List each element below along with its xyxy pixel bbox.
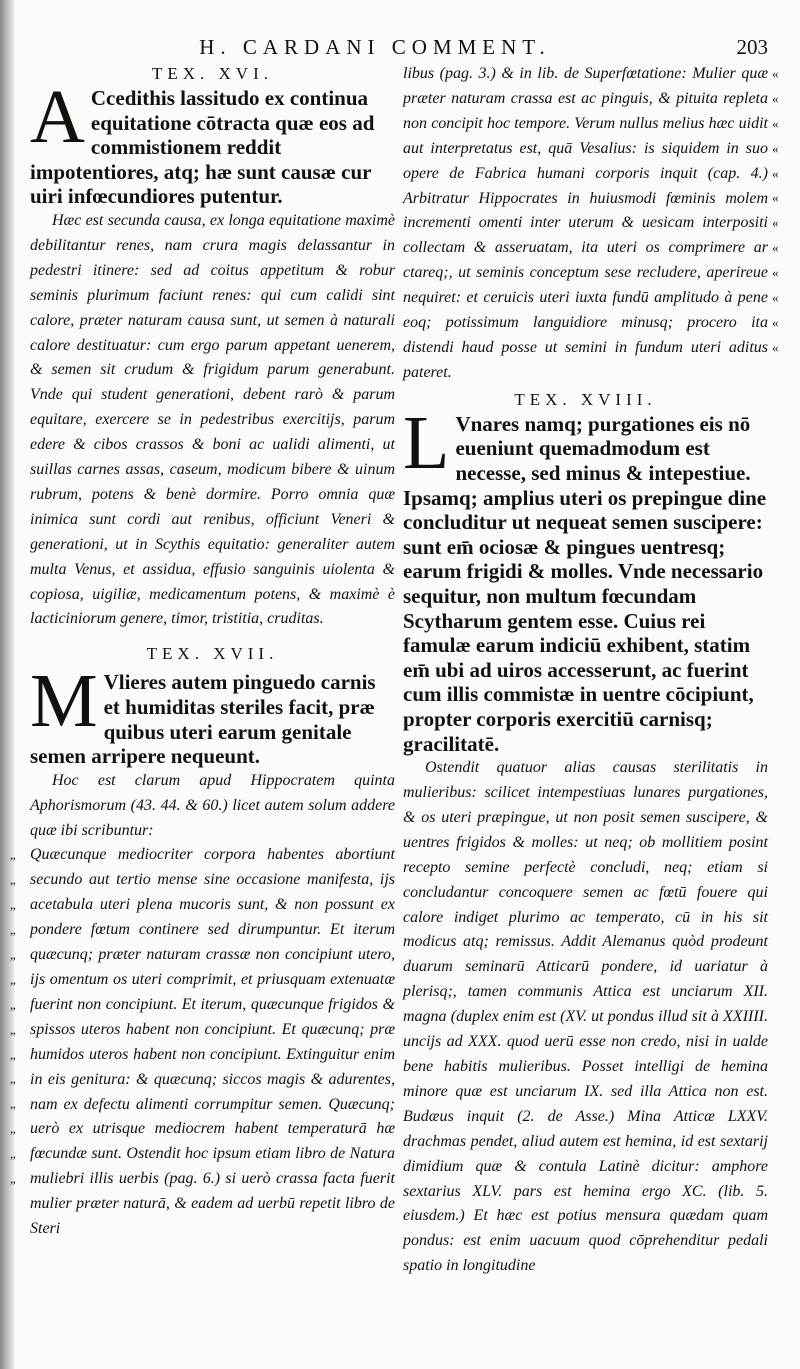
quotation-mark: «	[772, 314, 779, 330]
quotation-mark: „	[10, 947, 16, 963]
quotation-marks-margin	[10, 843, 28, 1191]
quotation-mark: «	[772, 90, 779, 106]
quotation-mark: „	[10, 1021, 16, 1037]
commentary-tex-xvii-quote: Quæcunque mediocriter corpora habentes abortiunt secundo aut tertio mense sine occasione manifesta, ijs acetabula uteri plena mucoris sunt, & non possunt ex pondere fœtum continere sed dirumpuntur. Et iterum quæcunq; præter naturam crassæ non concipiunt utero, ijs omentum os uteri comprimit, et priusquam extenuatæ fuerint non concipiunt. Et iterum, quæcunque frigidos & spissos uteros habent non concipiunt. Et quæcunq; præ humidos uteros habent non concipiunt. Extinguitur enim in eis genitura: & quæcunq; siccos magis & adurentes, nam ex defectu alimenti corrumpitur semen. Quæcunq; uerò ex utrisque mediocrem habent temperaturā hæ fœcundæ sunt. Ostendit hoc ipsum etiam libro de Natura muliebri illis uerbis (pag. 6.) si uerò crassa facta fuerit mulier præter naturā, & eadem ad uerbū repetit libro de Steri	[30, 846, 395, 1238]
quotation-mark: „	[10, 897, 16, 913]
quotation-mark: „	[10, 971, 16, 987]
quotation-mark: «	[772, 140, 779, 156]
quotation-marks-margin	[772, 62, 790, 361]
quotation-mark: «	[772, 240, 779, 256]
quotation-mark: «	[772, 165, 779, 181]
main-text-tex-xviii	[403, 400, 768, 756]
section-heading-tex-xvi: TEX. XVI.	[151, 64, 273, 83]
drop-cap: A	[30, 75, 85, 159]
drop-cap: M	[30, 659, 98, 744]
quotation-mark: „	[10, 922, 16, 938]
quotation-mark: «	[772, 265, 779, 281]
quoted-passage	[10, 843, 395, 1242]
quotation-mark: «	[772, 215, 779, 231]
continued-commentary: libus (pag. 3.) & in lib. de Superfœtatione: Mulier quæ præter naturam crassa est ac pinguis, & pituita repleta non concipit hoc tempore. Verum nullus melius hæc uidit aut interpretatus est, quā Vesalius: is siquidem in suo opere de Fabrica humani corporis inquit (cap. 4.) Arbitratur Hippocrates in huiusmodi fœminis molem incrementi omenti inter uterum & uesicam interpositi collectam & asseruatam, ita uteri os comprimere ar ctareq;, ut seminis conceptum sese recludere, aperireue nequiret: et ceruicis uteri iuxta fundū amplitudo à pene eoq; potissimum languidiore minusq; procero ita distendi haud posse ut semini in fundum uteri aditus pateret.	[403, 65, 768, 381]
quotation-mark: «	[772, 339, 779, 355]
quotation-mark: „	[10, 1171, 16, 1187]
quotation-mark: „	[10, 1146, 16, 1162]
quotation-mark: «	[772, 115, 779, 131]
main-text-tex-xvi	[30, 75, 395, 209]
drop-cap: L	[403, 400, 450, 485]
main-text-body: Ccedithis lassitudo ex continua equitatione cōtracta quæ eos ad commistionem reddit impotentiores, atq; hæ sunt causæ cur uiri infœcundiores putentur.	[30, 86, 375, 209]
quotation-mark: „	[10, 1121, 16, 1137]
running-header: H. CARDANI COMMENT.	[199, 35, 551, 59]
main-text-body: Vlieres autem pinguedo carnis et humiditas steriles facit, præ quibus uteri earum genitale semen arripere nequeunt.	[30, 670, 376, 769]
page-number: 203	[736, 35, 768, 59]
quotation-mark: „	[10, 847, 16, 863]
main-text-tex-xvii	[30, 659, 395, 769]
quotation-mark: «	[772, 290, 779, 306]
quoted-passage	[403, 62, 779, 386]
quotation-mark: „	[10, 1096, 16, 1112]
main-text-body: Vnares namq; purgationes eis nō eueniunt quemadmodum est necesse, sed minus & intepestiue. Ipsamq; amplius uteri os prepingue dine concluditur ut nequeat semen suscipere: sunt em̄ ociosæ & pingues uentresq; earum frigidi & molles. Vnde necessario sequitur, non multum fœcundam Scytharum gentem esse. Cuius rei famulæ earum indiciū exhibent, statim em̄ ubi ad uiros accesserunt, ac fuerint cum illis commistæ in uentre cōcipiunt, propter corporis exercitiū carnisq; gracilitatē.	[403, 411, 767, 756]
right-column	[403, 62, 779, 1279]
commentary-tex-xvii-lead: Hoc est clarum apud Hippocratem quinta Aphorismorum (43. 44. & 60.) licet autem solum addere quæ ibi scribuntur:	[30, 771, 395, 839]
commentary-tex-xvi: Hæc est secunda causa, ex longa equitatione maximè debilitantur renes, nam crura magis delassantur in pedestri itinere: sed ad coitus appetitum & robur seminis plurimum faciunt renes: qui cum calidi sint calore, præter naturam causa sunt, ut semen à naturali calore destituatur: cum ergo parum appetant uenerem, & semen sit crudum & frigidum parum generabunt. Vnde qui student generationi, debent rarò & parum equitare, exercere se in pedestribus exercitijs, parum edere & cibos crassos & boni ac ualidi alimenti, ut suillas carnes assas, caseum, modicum bibere & uinum rubrum, potens & benè dormire. Porro omnia quæ inimica sunt cordi aut renibus, officiunt Veneri & generationi, ut in Scythis equitatio: generaliter autem multa Venus, et assidua, effusio sanguinis uiolenta & copiosa, uigiliæ, medicamentum potens, & maximè è lacticiniorum genere, timor, tristitia, cruditas.	[30, 211, 395, 628]
quotation-mark: «	[772, 66, 779, 81]
section-heading-tex-xvii: TEX. XVII.	[146, 644, 279, 664]
left-column	[10, 62, 395, 1242]
quotation-mark: „	[10, 1046, 16, 1062]
quotation-mark: „	[10, 872, 16, 888]
quotation-mark: „	[10, 996, 16, 1012]
quotation-mark: «	[772, 190, 779, 206]
quotation-mark: „	[10, 1071, 16, 1087]
section-heading-tex-xviii: TEX. XVIII.	[514, 389, 657, 409]
commentary-tex-xviii: Ostendit quatuor alias causas sterilitatis in mulieribus: scilicet intempestiuas lunares purgationes, & os uteri præpingue, ut non posit semen suscipere, & uentres frigidos & molles: ut neq; ob mollitiem posint recepto semine perfectè concludi, neq; etiam si concludantur concoquere semen ac fœtū fouere qui calore indiget plurimo ac temperato, cū in his sit modicus atq; remissus. Addit Alemanus quòd prodeunt duarum seminarū Atticarū pondere, id uariatur à plerisq;, tamen communis Attica est unciarum XII. magna (duplex enim est (XV. ut pondus illud sit à XXIIII. uncijs ad XXX. quod uerū esse non credo, nisi in ualde bene habitis mulieribus. Posset intelligi de hemina minore quæ est unciarum IX. sed illa Attica non est. Budæus inquit (2. de Asse.) Mina Atticæ LXXV. drachmas pendet, aliud autem est hemina, id est sextarij dimidium quæ & contula Latinè dicitur: amphore sextarius XLV. pars est hemina ergo XC. (lib. 5. eiusdem.) Et hæc est potius mensura quædam quam pondus: est enim uacuum quod cōprehenditur pedali spatio in longitudine	[403, 759, 768, 1275]
